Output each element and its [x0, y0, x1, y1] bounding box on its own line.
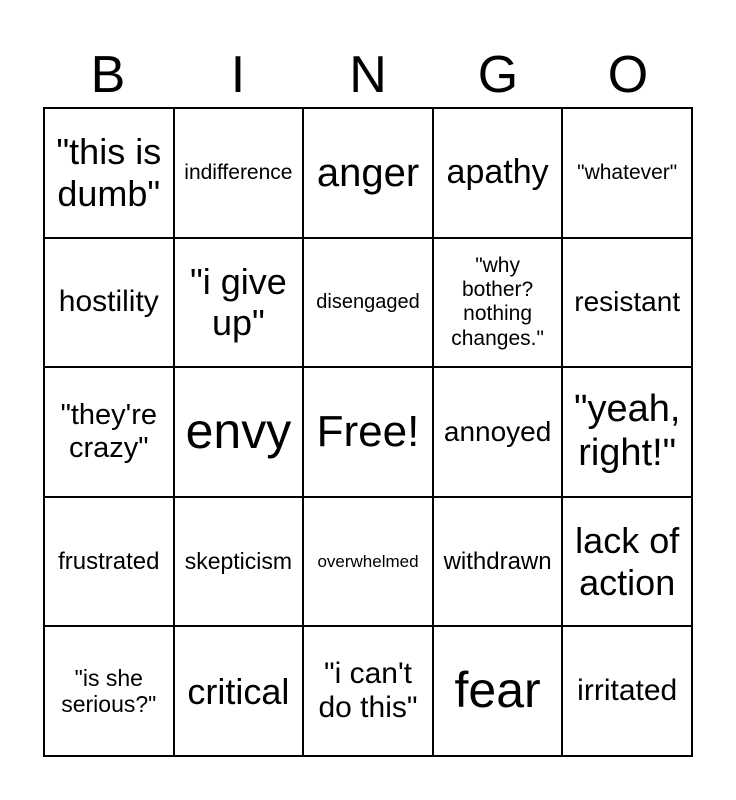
cell-text: overwhelmed [317, 551, 419, 571]
bingo-cell[interactable] [434, 109, 564, 239]
bingo-cell[interactable] [434, 368, 564, 498]
free-space-text: Free! [316, 406, 420, 456]
header-letter-g: G [477, 46, 519, 104]
cell-text: lack of action [575, 520, 680, 603]
cell-text: "is she serious?" [61, 664, 157, 718]
bingo-cell[interactable] [434, 627, 564, 757]
bingo-cell[interactable] [304, 109, 434, 239]
bingo-cell[interactable] [304, 627, 434, 757]
bingo-cell[interactable] [434, 239, 564, 369]
cell-text: "this is dumb" [56, 131, 162, 214]
bingo-cell[interactable] [304, 498, 434, 628]
cell-text: frustrated [58, 547, 160, 575]
cell-text: envy [185, 403, 292, 460]
bingo-cell[interactable] [563, 627, 693, 757]
header-letter-b: B [90, 46, 126, 104]
bingo-cell[interactable] [563, 109, 693, 239]
bingo-cell[interactable] [563, 368, 693, 498]
cell-text: "i can't do this" [318, 656, 418, 725]
cell-text: withdrawn [443, 547, 552, 575]
cell-text: skepticism [184, 548, 293, 575]
bingo-cell[interactable] [563, 239, 693, 369]
free-space-cell[interactable] [304, 368, 434, 498]
bingo-cell[interactable] [434, 498, 564, 628]
cell-text: fear [454, 662, 541, 719]
cell-text: "whatever" [577, 160, 678, 184]
bingo-cell[interactable] [563, 498, 693, 628]
header-letter-n: N [349, 46, 387, 104]
bingo-cell[interactable] [45, 368, 175, 498]
cell-text: resistant [574, 286, 681, 318]
cell-text: irritated [577, 673, 678, 707]
bingo-cell[interactable] [175, 627, 305, 757]
cell-text: hostility [58, 285, 159, 319]
cell-text: "they're crazy" [60, 398, 158, 464]
bingo-cell[interactable] [45, 498, 175, 628]
cell-text: anger [316, 150, 420, 195]
bingo-board [43, 107, 693, 757]
cell-text: apathy [446, 153, 549, 192]
bingo-cell[interactable] [175, 368, 305, 498]
bingo-header [43, 44, 693, 106]
bingo-cell[interactable] [175, 109, 305, 239]
cell-text: "why bother? nothing changes." [451, 254, 544, 350]
cell-text: "i give up" [189, 261, 287, 344]
header-letter-o: O [607, 46, 649, 104]
bingo-cell[interactable] [45, 627, 175, 757]
bingo-cell[interactable] [304, 239, 434, 369]
cell-text: indifference [184, 160, 293, 184]
bingo-cell[interactable] [175, 239, 305, 369]
header-letter-i: I [230, 46, 246, 104]
bingo-cell[interactable] [45, 109, 175, 239]
bingo-cell[interactable] [45, 239, 175, 369]
cell-text: critical [187, 670, 290, 712]
cell-text: annoyed [443, 415, 552, 447]
bingo-cell[interactable] [175, 498, 305, 628]
cell-text: "yeah, right!" [573, 388, 681, 474]
cell-text: disengaged [316, 290, 420, 313]
